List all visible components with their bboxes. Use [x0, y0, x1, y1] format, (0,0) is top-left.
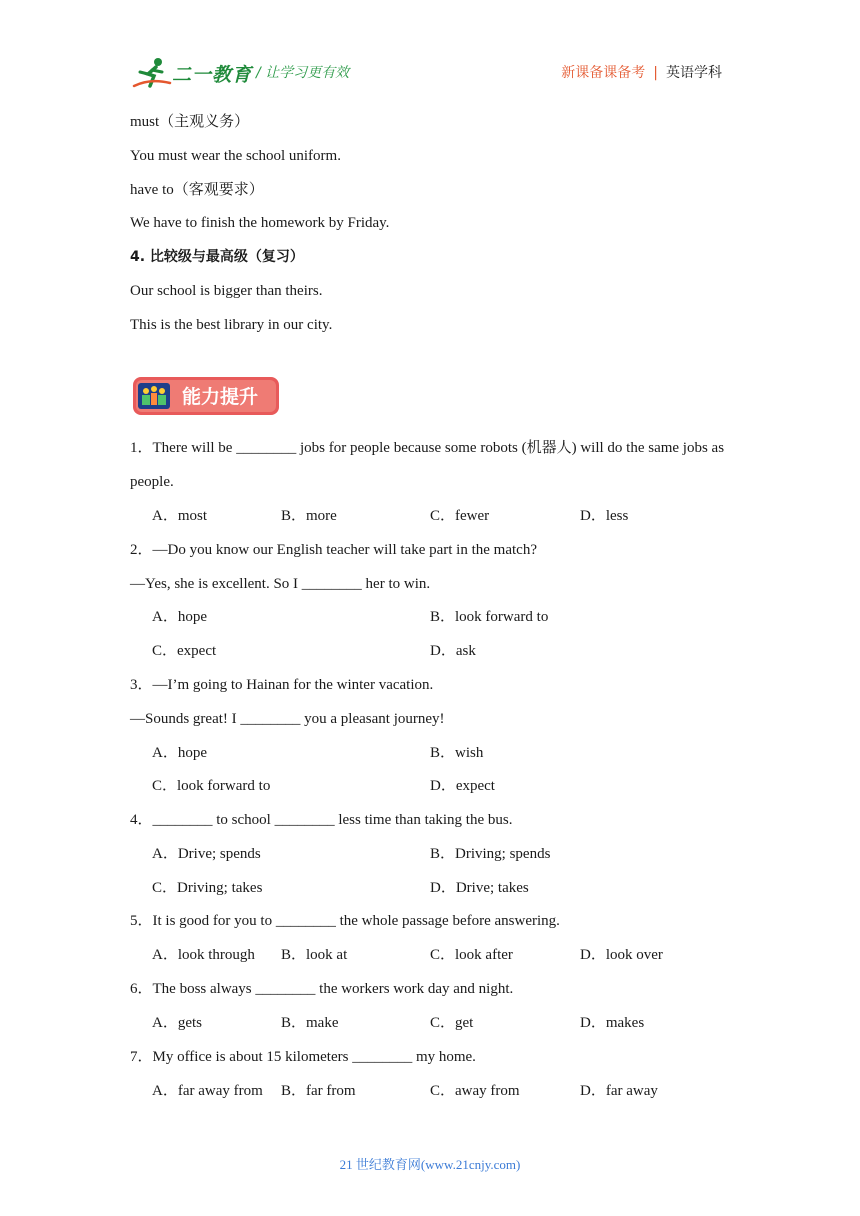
q5-option-d: D．look over [580, 947, 663, 963]
q1-stem-line1: 1．There will be ________ jobs for people because some robots (机器人) will do the same jobs as [130, 440, 725, 456]
q7-option-c: C．away from [430, 1083, 520, 1099]
q6-option-d: D．makes [580, 1015, 645, 1031]
q4-stem: 4．________ to school ________ less time than taking the bus. [130, 812, 513, 828]
q7-option-d: D．far away [580, 1083, 658, 1099]
q7-stem: 7．My office is about 15 kilometers ________ my home. [130, 1049, 476, 1065]
q6-option-a: A．gets [152, 1015, 202, 1031]
slogan: / 让学习更有效 [256, 65, 350, 81]
q7-option-b: B．far from [281, 1083, 356, 1099]
q1-option-a: A．most [152, 508, 208, 524]
q2-option-a: A．hope [152, 609, 207, 625]
q1-stem-line2: people. [130, 474, 174, 490]
q2-stem-line1: 2．—Do you know our English teacher will take part in the match? [130, 542, 537, 558]
page-footer[interactable]: 21 世纪教育网(www.21cnjy.com) [339, 1157, 521, 1172]
q3-stem-line1: 3．—I’m going to Hainan for the winter vacation. [130, 677, 434, 693]
must-label: must（主观义务） [130, 114, 250, 130]
q4-option-a: A．Drive; spends [152, 846, 261, 862]
q1-option-d: D．less [580, 508, 629, 524]
q6-stem: 6．The boss always ________ the workers work day and night. [130, 981, 514, 997]
header-exam-label: 新课备课备考 [561, 65, 646, 81]
header-separator: | [653, 65, 658, 81]
q4-option-b: B．Driving; spends [430, 846, 551, 862]
q2-option-c: C．expect [152, 643, 217, 659]
q1-option-b: B．more [281, 508, 337, 524]
header-right [561, 62, 722, 82]
compare-example-1: Our school is bigger than theirs. [130, 283, 323, 299]
q5-option-b: B．look at [281, 947, 348, 963]
haveto-example: We have to finish the homework by Friday. [130, 215, 390, 231]
compare-heading: 4. 比较级与最高级（复习） [130, 249, 304, 265]
q4-option-c: C．Driving; takes [152, 880, 263, 896]
runner-logo-icon [132, 56, 172, 90]
section-badge-label: 能力提升 [182, 386, 259, 408]
q3-option-a: A．hope [152, 745, 207, 761]
header-subject-label: 英语学科 [666, 65, 722, 81]
haveto-label: have to（客观要求） [130, 182, 264, 198]
q5-stem: 5．It is good for you to ________ the whole passage before answering. [130, 913, 560, 929]
q3-stem-line2: —Sounds great! I ________ you a pleasant journey! [130, 711, 445, 727]
page-header [0, 0, 860, 100]
section-badge [132, 376, 280, 416]
q4-option-d: D．Drive; takes [430, 880, 529, 896]
q2-option-d: D．ask [430, 643, 476, 659]
must-example: You must wear the school uniform. [130, 148, 341, 164]
q6-option-b: B．make [281, 1015, 339, 1031]
q7-option-a: A．far away from [152, 1083, 263, 1099]
q3-option-b: B．wish [430, 745, 484, 761]
q3-option-c: C．look forward to [152, 778, 271, 794]
logo-text: 二一教育 [172, 64, 253, 86]
q5-option-c: C．look after [430, 947, 513, 963]
compare-example-2: This is the best library in our city. [130, 317, 333, 333]
q2-stem-line2: —Yes, she is excellent. So I ________ her to win. [130, 576, 431, 592]
q2-option-b: B．look forward to [430, 609, 549, 625]
q5-option-a: A．look through [152, 947, 255, 963]
q6-option-c: C．get [430, 1015, 474, 1031]
q1-option-c: C．fewer [430, 508, 490, 524]
q3-option-d: D．expect [430, 778, 495, 794]
